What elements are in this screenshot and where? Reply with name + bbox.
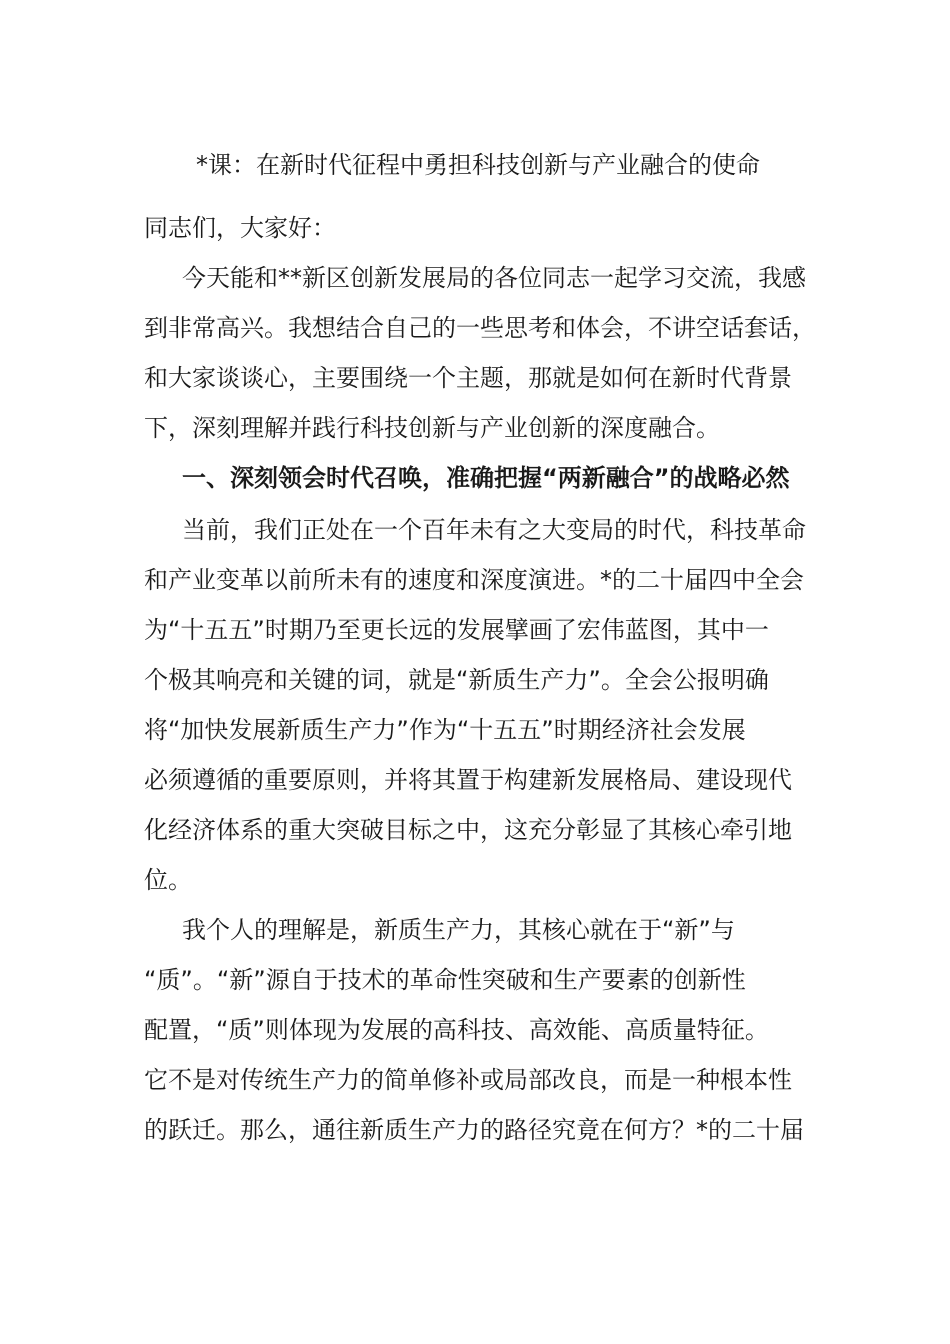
paragraph-line: 到非常高兴。我想结合自己的一些思考和体会，不讲空话套话， bbox=[144, 314, 816, 342]
paragraph-line: 位。 bbox=[144, 866, 192, 894]
section-heading: 一、深刻领会时代召唤，准确把握“两新融合”的战略必然 bbox=[182, 464, 790, 492]
paragraph-line: 我个人的理解是，新质生产力，其核心就在于“新”与 bbox=[182, 916, 735, 944]
paragraph-line: 它不是对传统生产力的简单修补或局部改良，而是一种根本性 bbox=[144, 1066, 792, 1094]
paragraph-line: 今天能和**新区创新发展局的各位同志一起学习交流，我感 bbox=[182, 264, 806, 292]
greeting-line: 同志们，大家好： bbox=[144, 214, 336, 242]
paragraph-line: 配置，“质”则体现为发展的高科技、高效能、高质量特征。 bbox=[144, 1016, 769, 1044]
paragraph-line: 和大家谈谈心，主要围绕一个主题，那就是如何在新时代背景 bbox=[144, 364, 792, 392]
paragraph-line: 将“加快发展新质生产力”作为“十五五”时期经济社会发展 bbox=[144, 716, 746, 744]
paragraph-line: 和产业变革以前所未有的速度和深度演进。*的二十届四中全会 bbox=[144, 566, 804, 594]
paragraph-line: “质”。“新”源自于技术的革命性突破和生产要素的创新性 bbox=[144, 966, 746, 994]
paragraph-line: 化经济体系的重大突破目标之中，这充分彰显了其核心牵引地 bbox=[144, 816, 792, 844]
paragraph-line: 下，深刻理解并践行科技创新与产业创新的深度融合。 bbox=[144, 414, 720, 442]
document-title: *课：在新时代征程中勇担科技创新与产业融合的使命 bbox=[196, 151, 760, 179]
paragraph-line: 的跃迁。那么，通往新质生产力的路径究竟在何方？*的二十届 bbox=[144, 1116, 804, 1144]
paragraph-line: 为“十五五”时期乃至更长远的发展擘画了宏伟蓝图，其中一 bbox=[144, 616, 769, 644]
paragraph-line: 必须遵循的重要原则，并将其置于构建新发展格局、建设现代 bbox=[144, 766, 792, 794]
paragraph-line: 当前，我们正处在一个百年未有之大变局的时代，科技革命 bbox=[182, 516, 806, 544]
paragraph-line: 个极其响亮和关键的词，就是“新质生产力”。全会公报明确 bbox=[144, 666, 769, 694]
